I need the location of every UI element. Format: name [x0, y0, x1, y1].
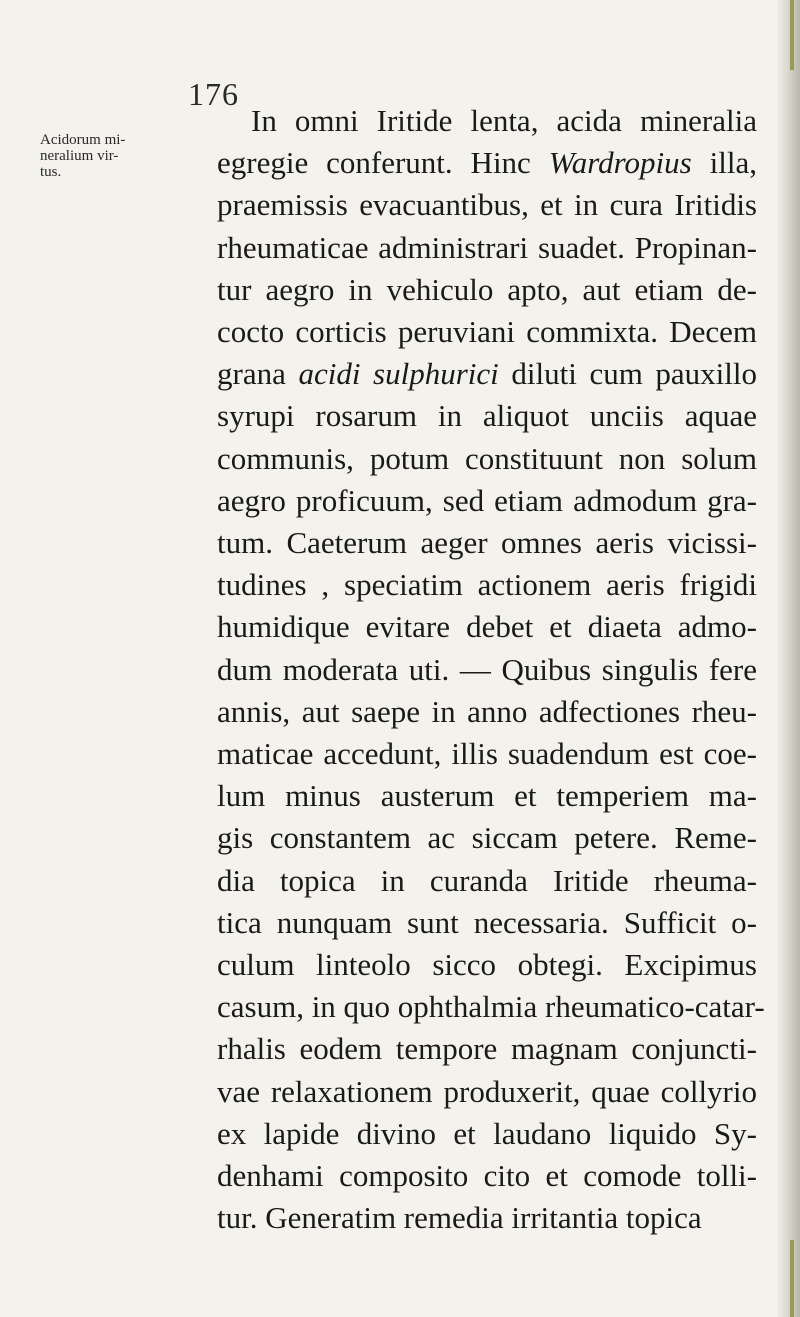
text-segment: casum, in quo ophthalmia rheumatico-catar-: [217, 989, 765, 1025]
text-segment: tum. Caeterum aeger omnes aeris vicissi-: [217, 525, 757, 561]
text-line: [217, 775, 757, 817]
page-edge-accent-bottom: [790, 1240, 794, 1317]
text-segment: aegro proficuum, sed etiam admodum gra-: [217, 482, 757, 518]
text-line: [217, 480, 757, 522]
text-line: [217, 649, 757, 691]
text-segment: tudines , speciatim actionem aeris frigidi: [217, 567, 757, 603]
text-segment: egregie conferunt. Hinc: [217, 145, 549, 181]
text-line: [217, 311, 757, 353]
text-line: [217, 860, 757, 902]
marginal-note: [40, 132, 165, 180]
text-line: [217, 944, 757, 986]
text-line: [217, 902, 757, 944]
text-segment: rhalis eodem tempore magnam conjuncti-: [217, 1031, 757, 1067]
text-segment: grana: [217, 356, 299, 392]
text-line: [217, 227, 757, 269]
text-line: [217, 1028, 757, 1070]
text-segment: annis, aut saepe in anno adfectiones rheu-: [217, 693, 757, 729]
page-number: 176: [188, 76, 239, 112]
text-line: [217, 733, 757, 775]
text-segment: communis, potum constituunt non solum: [217, 440, 757, 476]
text-line: [217, 1113, 757, 1155]
text-line: [217, 522, 757, 564]
text-segment: humidique evitare debet et diaeta admo-: [217, 609, 757, 645]
text-segment: culum linteolo sicco obtegi. Excipimus: [217, 947, 757, 983]
body-text: [217, 100, 765, 1239]
text-segment: rheumaticae administrari suadet. Propinan-: [217, 229, 757, 265]
text-segment: illa,: [691, 145, 757, 181]
text-segment: denhami composito cito et comode tolli-: [217, 1158, 757, 1194]
text-segment: dum moderata uti. — Quibus singulis fere: [217, 651, 757, 687]
page-edge: [778, 0, 800, 1317]
text-line: [217, 269, 757, 311]
marginal-note-line: neralium vir-: [40, 148, 119, 164]
text-line: [217, 691, 757, 733]
text-segment: praemissis evacuantibus, et in cura Iritidis: [217, 187, 757, 223]
page-edge-accent-top: [790, 0, 794, 70]
text-segment: ex lapide divino et laudano liquido Sy-: [217, 1115, 757, 1151]
italic-segment: Wardropius: [548, 145, 692, 181]
text-segment: tur aegro in vehiculo apto, aut etiam de-: [217, 271, 757, 307]
text-line: [217, 564, 757, 606]
text-segment: dia topica in curanda Iritide rheuma-: [217, 862, 757, 898]
text-segment: cocto corticis peruviani commixta. Decem: [217, 314, 757, 350]
text-segment: syrupi rosarum in aliquot unciis aquae: [217, 398, 757, 434]
text-line: [217, 142, 757, 184]
text-line: [217, 395, 757, 437]
text-segment: lum minus austerum et temperiem ma-: [217, 778, 757, 814]
text-line: [217, 986, 765, 1028]
text-line: [217, 1197, 757, 1239]
text-line: [217, 1071, 757, 1113]
text-segment: diluti cum pauxillo: [498, 356, 758, 392]
text-line: [217, 817, 757, 859]
marginal-note-line: tus.: [40, 164, 62, 180]
italic-segment: acidi sulphurici: [298, 356, 499, 392]
text-segment: vae relaxationem produxerit, quae collyrio: [217, 1073, 757, 1109]
text-segment: gis constantem ac siccam petere. Reme-: [217, 820, 757, 856]
text-line: [217, 353, 757, 395]
text-segment: tica nunquam sunt necessaria. Sufficit o-: [217, 904, 757, 940]
text-line: [217, 184, 757, 226]
text-line: [217, 1155, 757, 1197]
marginal-note-line: Acidorum mi-: [40, 132, 126, 148]
text-segment: In omni Iritide lenta, acida mineralia: [251, 103, 757, 138]
text-segment: maticae accedunt, illis suadendum est coe-: [217, 736, 757, 772]
text-segment: tur. Generatim remedia irritantia topica: [217, 1200, 702, 1236]
text-line: [217, 100, 757, 142]
text-line: [217, 606, 757, 648]
text-line: [217, 438, 757, 480]
